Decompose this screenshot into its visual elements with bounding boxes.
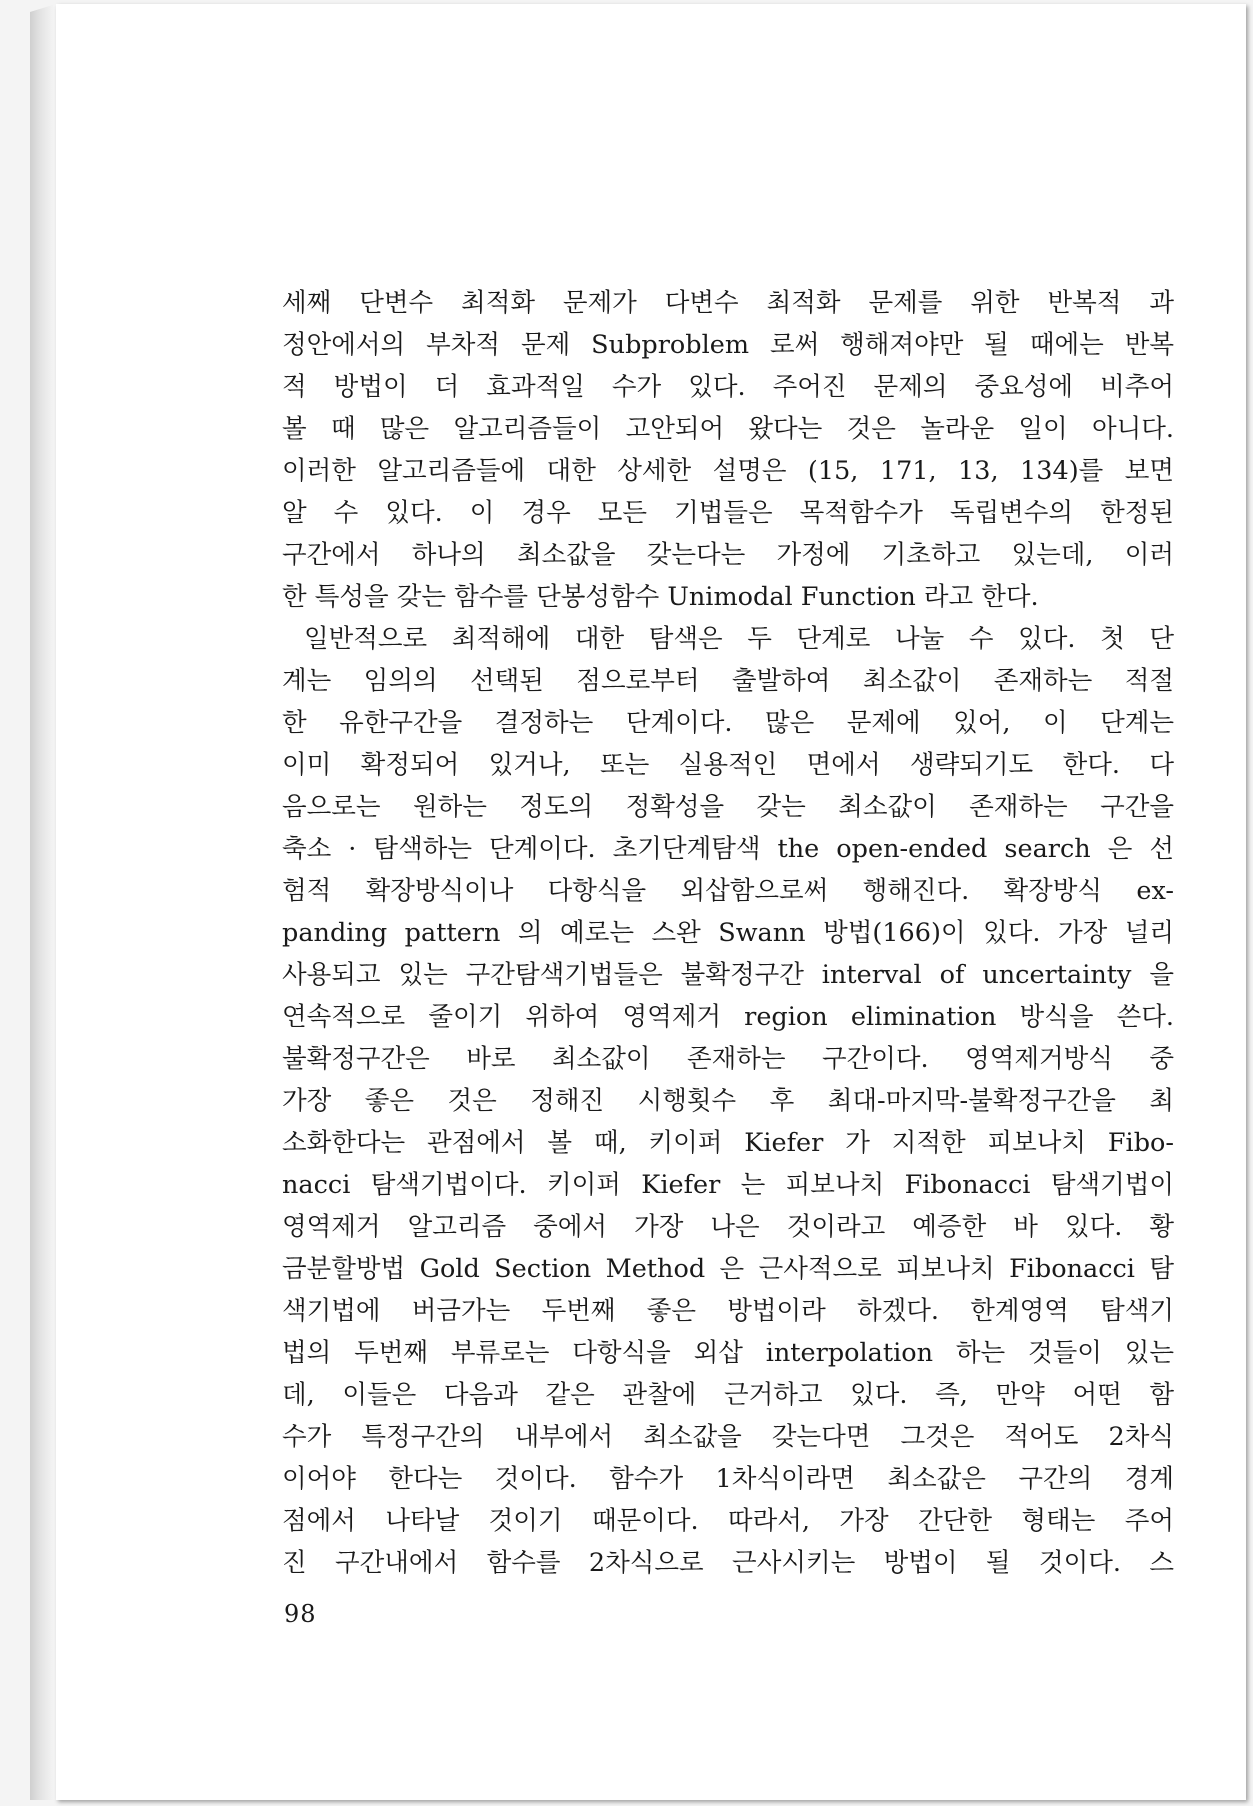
text-line-31: 진 구간내에서 함수를 2차식으로 근사시키는 방법이 될 것이다. 스 xyxy=(282,1548,1174,1578)
text-line-16: panding pattern 의 예로는 스완 Swann 방법(166)이 있다. 가장 널리 xyxy=(282,918,1174,948)
text-line-25: 색기법에 버금가는 두번째 좋은 방법이라 하겠다. 한계영역 탐색기 xyxy=(282,1296,1174,1326)
text-line-7: 구간에서 하나의 최소값을 갖는다는 가정에 기초하고 있는데, 이러 xyxy=(282,540,1174,570)
text-line-1: 세째 단변수 최적화 문제가 다변수 최적화 문제를 위한 반복적 과 xyxy=(282,288,1174,318)
text-line-20: 가장 좋은 것은 정해진 시행횟수 후 최대-마지막-불확정구간을 최 xyxy=(282,1086,1174,1116)
text-line-6: 알 수 있다. 이 경우 모든 기법들은 목적함수가 독립변수의 한정된 xyxy=(282,498,1174,528)
text-line-8: 한 특성을 갖는 함수를 단봉성함수 Unimodal Function 라고 한다. xyxy=(282,582,1039,612)
body-text xyxy=(282,282,1174,1584)
text-line-13: 음으로는 원하는 정도의 정확성을 갖는 최소값이 존재하는 구간을 xyxy=(282,792,1174,822)
text-line-22: nacci 탐색기법이다. 키이퍼 Kiefer 는 피보나치 Fibonacci 탐색기법이 xyxy=(282,1170,1174,1200)
text-line-28: 수가 특정구간의 내부에서 최소값을 갖는다면 그것은 적어도 2차식 xyxy=(282,1422,1174,1452)
text-line-21: 소화한다는 관점에서 볼 때, 키이퍼 Kiefer 가 지적한 피보나치 Fibo- xyxy=(282,1128,1174,1158)
text-line-27: 데, 이들은 다음과 같은 관찰에 근거하고 있다. 즉, 만약 어떤 함 xyxy=(282,1380,1174,1410)
text-line-4: 볼 때 많은 알고리즘들이 고안되어 왔다는 것은 놀라운 일이 아니다. xyxy=(282,414,1174,444)
text-line-30: 점에서 나타날 것이기 때문이다. 따라서, 가장 간단한 형태는 주어 xyxy=(282,1506,1174,1536)
text-line-5: 이러한 알고리즘들에 대한 상세한 설명은 (15, 171, 13, 134)를 보면 xyxy=(282,456,1174,486)
page-number: 98 xyxy=(284,1600,317,1628)
text-line-2: 정안에서의 부차적 문제 Subproblem 로써 행해져야만 될 때에는 반복 xyxy=(282,330,1174,360)
text-line-17: 사용되고 있는 구간탐색기법들은 불확정구간 interval of uncertainty 을 xyxy=(282,960,1174,990)
text-line-18: 연속적으로 줄이기 위하여 영역제거 region elimination 방식을 쓴다. xyxy=(282,1002,1174,1032)
page-stack-edge xyxy=(30,4,56,1800)
text-line-11: 한 유한구간을 결정하는 단계이다. 많은 문제에 있어, 이 단계는 xyxy=(282,708,1174,738)
text-line-26: 법의 두번째 부류로는 다항식을 외삽 interpolation 하는 것들이 있는 xyxy=(282,1338,1174,1368)
text-line-15: 험적 확장방식이나 다항식을 외삽함으로써 행해진다. 확장방식 ex- xyxy=(282,876,1174,906)
text-line-10: 계는 임의의 선택된 점으로부터 출발하여 최소값이 존재하는 적절 xyxy=(282,666,1174,696)
book-page xyxy=(56,4,1246,1800)
text-line-29: 이어야 한다는 것이다. 함수가 1차식이라면 최소값은 구간의 경계 xyxy=(282,1464,1174,1494)
text-line-23: 영역제거 알고리즘 중에서 가장 나은 것이라고 예증한 바 있다. 황 xyxy=(282,1212,1174,1242)
text-line-3: 적 방법이 더 효과적일 수가 있다. 주어진 문제의 중요성에 비추어 xyxy=(282,372,1174,402)
text-line-14: 축소 · 탐색하는 단계이다. 초기단계탐색 the open-ended search 은 선 xyxy=(282,834,1174,864)
text-line-19: 불확정구간은 바로 최소값이 존재하는 구간이다. 영역제거방식 중 xyxy=(282,1044,1174,1074)
text-line-9: 일반적으로 최적해에 대한 탐색은 두 단계로 나눌 수 있다. 첫 단 xyxy=(304,624,1174,654)
text-line-12: 이미 확정되어 있거나, 또는 실용적인 면에서 생략되기도 한다. 다 xyxy=(282,750,1174,780)
text-line-24: 금분할방법 Gold Section Method 은 근사적으로 피보나치 Fibonacci 탐 xyxy=(282,1254,1174,1284)
